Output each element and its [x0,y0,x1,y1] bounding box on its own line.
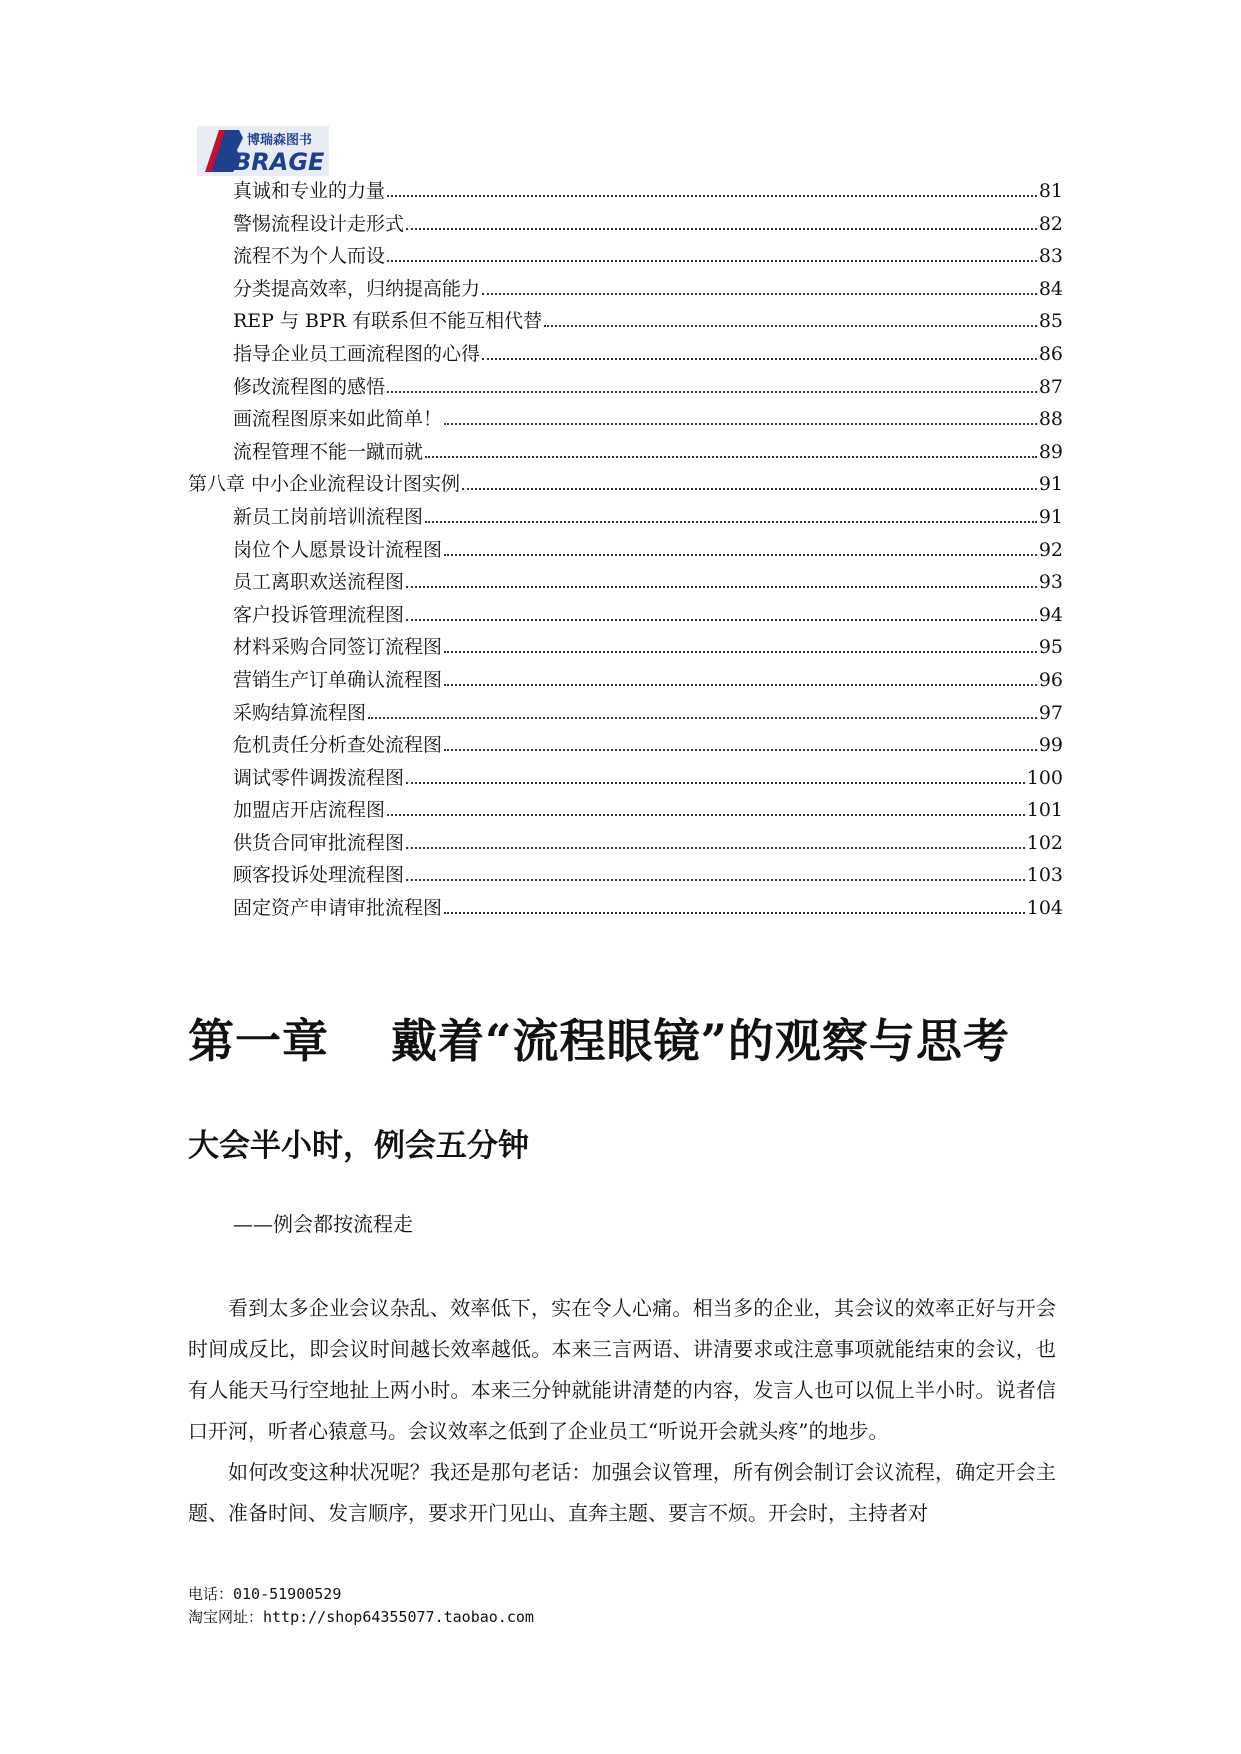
toc-entry[interactable] [188,730,1063,763]
toc-entry[interactable] [188,632,1063,665]
toc-entry[interactable] [188,176,1063,209]
toc-entry-page: 81 [1038,180,1063,202]
toc-entry-title: 材料采购合同签订流程图 [233,636,443,659]
toc-entry-title: 流程管理不能一蹴而就 [233,440,424,463]
toc-leader-dots [482,292,1037,295]
toc-entry[interactable] [188,209,1063,242]
toc-entry-title: 加盟店开店流程图 [233,799,386,822]
toc-leader-dots [444,422,1037,425]
toc-entry-page: 95 [1038,636,1063,659]
chapter-title: 戴着“流程眼镜”的观察与思考 [391,1014,1010,1068]
toc-entry-title: 营销生产订单确认流程图 [233,668,443,691]
toc-leader-dots [425,520,1037,523]
toc-entry-title: 危机责任分析查处流程图 [233,734,443,757]
toc-entry-page: 92 [1038,538,1063,561]
toc-entry[interactable] [188,372,1063,405]
chapter-heading [188,1005,1010,1071]
toc-leader-dots [482,357,1037,360]
toc-leader-dots [406,878,1025,881]
toc-entry-title: REP 与 BPR 有联系但不能互相代替 [233,310,543,333]
toc-entry-title: 固定资产申请审批流程图 [233,897,443,920]
toc-entry[interactable] [188,306,1063,339]
body-paragraph: 看到太多企业会议杂乱、效率低下，实在令人心痛。相当多的企业，其会议的效率正好与开会时间成反比，即会议时间越长效率越低。本来三言两语、讲清要求或注意事项就能结束的会议，也有人能天马行空地扯上两小时。本来三分钟就能讲清楚的内容，发言人也可以侃上半小时。说者信口开河，听者心猿意马。会议效率之低到了企业员工“听说开会就头疼”的地步。 [188,1296,1056,1443]
toc-entry-title: 岗位个人愿景设计流程图 [233,538,443,561]
toc-entry[interactable] [188,274,1063,307]
toc-leader-dots [444,911,1025,914]
toc-entry-title: 警惕流程设计走形式 [233,212,405,235]
brage-logo-graphic [197,126,329,176]
toc-leader-dots [406,846,1025,849]
toc-entry[interactable] [188,600,1063,633]
toc-leader-dots [368,716,1037,719]
body-text [188,1288,1056,1534]
toc-entry-page: 103 [1026,864,1063,887]
toc-leader-dots [444,683,1037,686]
toc-entry-title: 指导企业员工画流程图的心得 [233,342,481,365]
toc-entry[interactable] [188,437,1063,470]
toc-leader-dots [387,813,1025,816]
chapter-number: 第一章 [188,1014,329,1068]
toc-leader-dots [444,650,1037,653]
toc-leader-dots [406,227,1037,230]
toc-leader-dots [425,455,1037,458]
toc-leader-dots [444,553,1037,556]
toc-entry[interactable] [188,828,1063,861]
toc-entry[interactable] [188,502,1063,535]
footer-phone: 电话：010-51900529 [188,1585,342,1603]
toc-leader-dots [444,748,1037,751]
toc-entry-title: 顾客投诉处理流程图 [233,864,405,887]
toc-entry-title: 调试零件调拨流程图 [233,766,405,789]
page-footer [188,1583,534,1629]
toc-leader-dots [387,194,1037,197]
toc-leader-dots [406,585,1037,588]
brage-logo [197,126,329,176]
toc-entry[interactable] [188,339,1063,372]
toc-entry-title: 客户投诉管理流程图 [233,603,405,626]
section-title: 大会半小时，例会五分钟 [188,1128,529,1164]
toc-entry[interactable] [188,860,1063,893]
toc-entry[interactable] [188,763,1063,796]
toc-entry-title: 修改流程图的感悟 [233,375,386,398]
toc-entry[interactable] [188,795,1063,828]
toc-entry-page: 88 [1038,408,1063,431]
body-paragraph: 如何改变这种状况呢？我还是那句老话：加强会议管理，所有例会制订会议流程，确定开会主题、准备时间、发言顺序，要求开门见山、直奔主题、要言不烦。开会时，主持者对 [188,1460,1056,1525]
toc-entry-page: 86 [1038,342,1063,365]
toc-entry-page: 83 [1038,245,1063,268]
section-subtitle: ——例会都按流程走 [233,1212,413,1236]
toc-entry-title: 采购结算流程图 [233,701,367,724]
logo-english-text: BRAGE [233,148,325,176]
toc-entry-title: 分类提高效率，归纳提高能力 [233,277,481,300]
toc-entry[interactable] [188,665,1063,698]
toc-leader-dots [544,324,1037,327]
toc-entry-title: 第八章 中小企业流程设计图实例 [188,473,461,496]
toc-entry-page: 104 [1026,897,1063,920]
toc-entry[interactable] [188,241,1063,274]
toc-entry-title: 新员工岗前培训流程图 [233,505,424,528]
toc-entry-title: 流程不为个人而设 [233,245,386,268]
toc-entry-page: 87 [1038,375,1063,398]
toc-entry[interactable] [188,535,1063,568]
toc-entry-title: 真诚和专业的力量 [233,180,386,202]
table-of-contents [188,176,1063,926]
logo-chinese-text: 博瑞森图书 [247,133,313,148]
toc-entry-page: 84 [1038,277,1063,300]
toc-leader-dots [462,487,1037,490]
toc-entry-page: 100 [1026,766,1063,789]
toc-entry-page: 97 [1038,701,1063,724]
footer-shop-url: 淘宝网址：http://shop64355077.taobao.com [188,1608,534,1626]
toc-entry-title: 员工离职欢送流程图 [233,571,405,594]
toc-entry[interactable] [188,567,1063,600]
toc-entry-page: 85 [1038,310,1063,333]
toc-entry[interactable] [188,469,1063,502]
toc-entry-page: 101 [1026,799,1063,822]
toc-leader-dots [406,781,1025,784]
toc-entry[interactable] [188,893,1063,926]
toc-entry-title: 画流程图原来如此简单！ [233,408,443,431]
toc-entry-title: 供货合同审批流程图 [233,831,405,854]
toc-leader-dots [387,390,1037,393]
toc-entry-page: 89 [1038,440,1063,463]
toc-entry-page: 94 [1038,603,1063,626]
toc-entry[interactable] [188,698,1063,731]
toc-entry-page: 93 [1038,571,1063,594]
toc-entry-page: 91 [1038,473,1063,496]
toc-entry-page: 82 [1038,212,1063,235]
toc-entry[interactable] [188,404,1063,437]
toc-leader-dots [387,259,1037,262]
toc-entry-page: 96 [1038,668,1063,691]
toc-leader-dots [406,618,1037,621]
toc-entry-page: 102 [1026,831,1063,854]
toc-entry-page: 91 [1038,505,1063,528]
toc-entry-page: 99 [1038,734,1063,757]
